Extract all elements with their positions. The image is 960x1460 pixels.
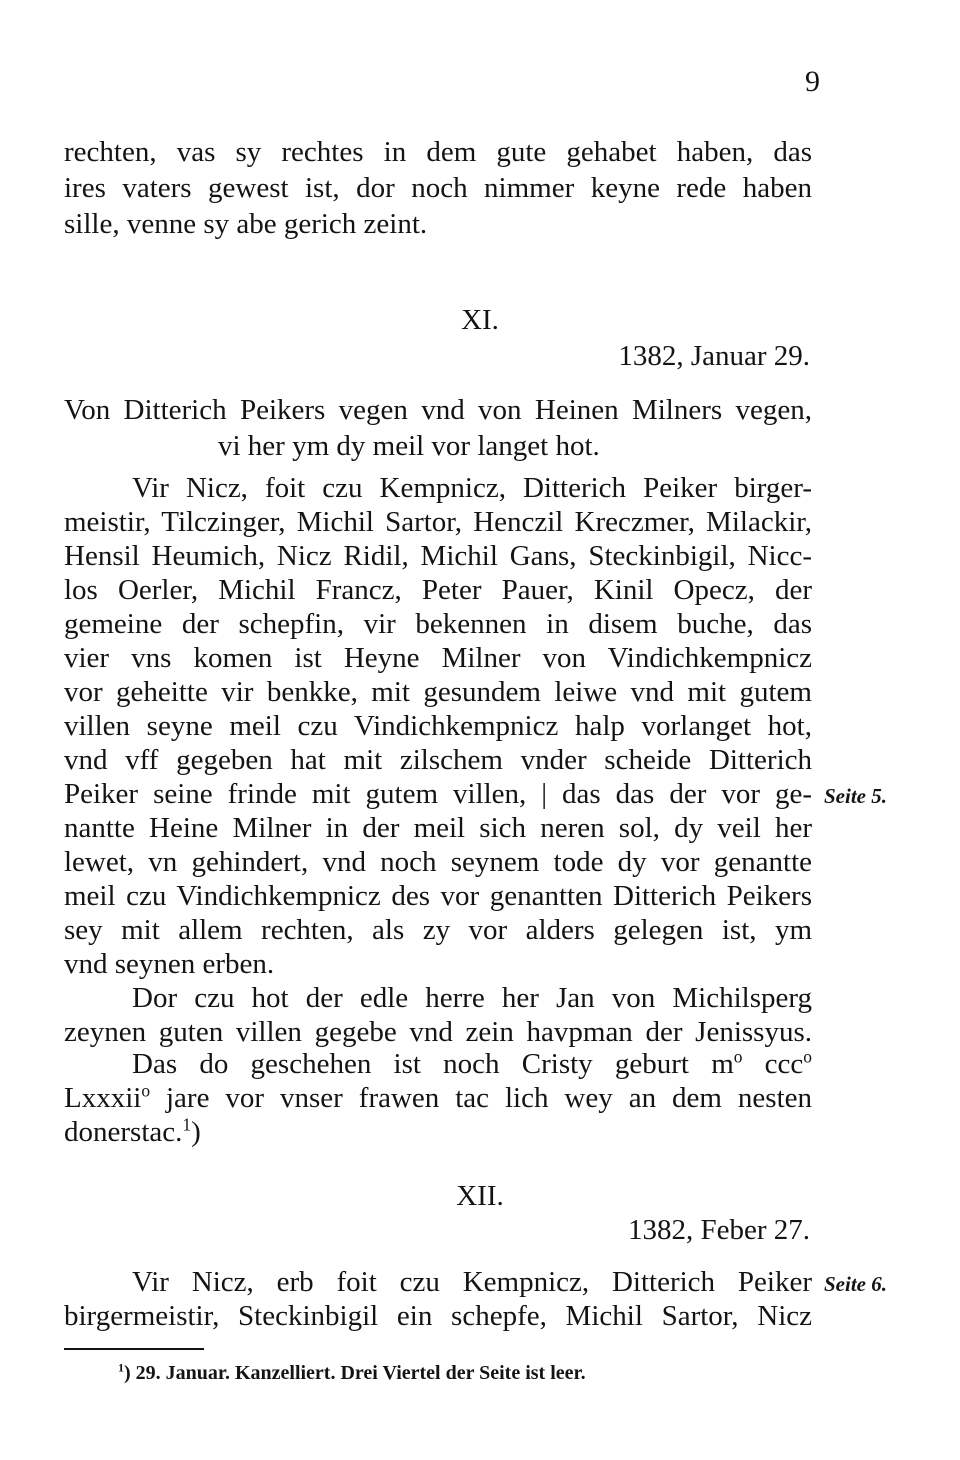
text-span: jare vor vnser frawen tac lich wey an dem nesten (150, 1082, 812, 1114)
footnote-marker: 1 (118, 1360, 124, 1375)
section-date-xi: 1382, Januar 29. (618, 340, 810, 372)
text-line: Vir Nicz, erb foit czu Kempnicz, Ditterich Peiker (132, 1266, 812, 1298)
text-line: birgermeistir, Steckinbigil ein schepfe, Michil Sartor, Nicz (64, 1300, 812, 1332)
text-line: Dor czu hot der edle herre her Jan von Michilsperg (132, 982, 812, 1014)
footnote-reference: 1 (182, 1114, 192, 1135)
regest-line: Von Ditterich Peikers vegen vnd von Heinen Milners vegen, (64, 394, 812, 426)
text-span: donerstac. (64, 1116, 183, 1148)
text-line: zeynen guten villen gegebe vnd zein havpman der Jenissyus. (64, 1016, 812, 1048)
margin-note-seite-5: Seite 5. (824, 784, 887, 808)
page-number: 9 (805, 65, 820, 98)
superscript-o: o (803, 1046, 812, 1067)
text-line (64, 1080, 812, 1116)
superscript-o: o (141, 1080, 151, 1101)
text-line: sey mit allem rechten, als zy vor alders gelegen ist, ym (64, 914, 812, 946)
text-span: Lxxxii (64, 1082, 142, 1114)
text-line: lewet, vn gehindert, vnd noch seynem tode dy vor genantte (64, 846, 812, 878)
text-line: Peiker seine frinde mit gutem villen, | das das der vor ge- (64, 778, 812, 810)
footnote (118, 1358, 586, 1388)
footnote-text: ) 29. Januar. Kanzelliert. Drei Viertel der Seite ist leer. (124, 1362, 586, 1384)
text-line: meil czu Vindichkempnicz des vor genantten Ditterich Peikers (64, 880, 812, 912)
text-line: vier vns komen ist Heyne Milner von Vindichkempnicz (64, 642, 812, 674)
text-line: villen seyne meil czu Vindichkempnicz halp vorlanget hot, (64, 710, 812, 742)
text-line: ires vaters gewest ist, dor noch nimmer keyne rede haben (64, 172, 812, 204)
text-line: donerstac.$^1$) (64, 1114, 201, 1148)
section-numeral-xii: XII. (456, 1180, 504, 1212)
text-line: vnd seynen erben. (64, 948, 275, 980)
text-line: nantte Heine Milner in der meil sich neren sol, dy veil her (64, 812, 812, 844)
text-line: gemeine der schepfin, vir bekennen in disem buche, das (64, 608, 812, 640)
text-line: sille, venne sy abe gerich zeint. (64, 208, 428, 240)
text-line: Vir Nicz, foit czu Kempnicz, Ditterich Peiker birger- (132, 472, 812, 504)
text-line (132, 1046, 812, 1082)
section-date-xii: 1382, Feber 27. (627, 1214, 810, 1246)
margin-note-seite-6: Seite 6. (824, 1272, 887, 1296)
text-line: rechten, vas sy rechtes in dem gute gehabet haben, das (64, 136, 812, 168)
text-line: meistir, Tilczinger, Michil Sartor, Henczil Kreczmer, Milackir, (64, 506, 812, 538)
regest-line: vi her ym dy meil vor langet hot. (218, 430, 600, 462)
text-line: vnd vff gegeben hat mit zilschem vnder scheide Ditterich (64, 744, 812, 776)
footnote-rule (64, 1348, 204, 1350)
text-span: ccc (742, 1048, 804, 1080)
superscript-o: o (733, 1046, 743, 1067)
section-numeral-xi: XI. (461, 304, 499, 336)
text-span: Das do geschehen ist noch Cristy geburt m (132, 1048, 734, 1080)
text-line: los Oerler, Michil Francz, Peter Pauer, Kinil Opecz, der (64, 574, 812, 606)
text-line: vor geheitte vir benkke, mit gesundem leiwe vnd mit gutem (64, 676, 812, 708)
text-line: Hensil Heumich, Nicz Ridil, Michil Gans, Steckinbigil, Nicc- (64, 540, 812, 572)
